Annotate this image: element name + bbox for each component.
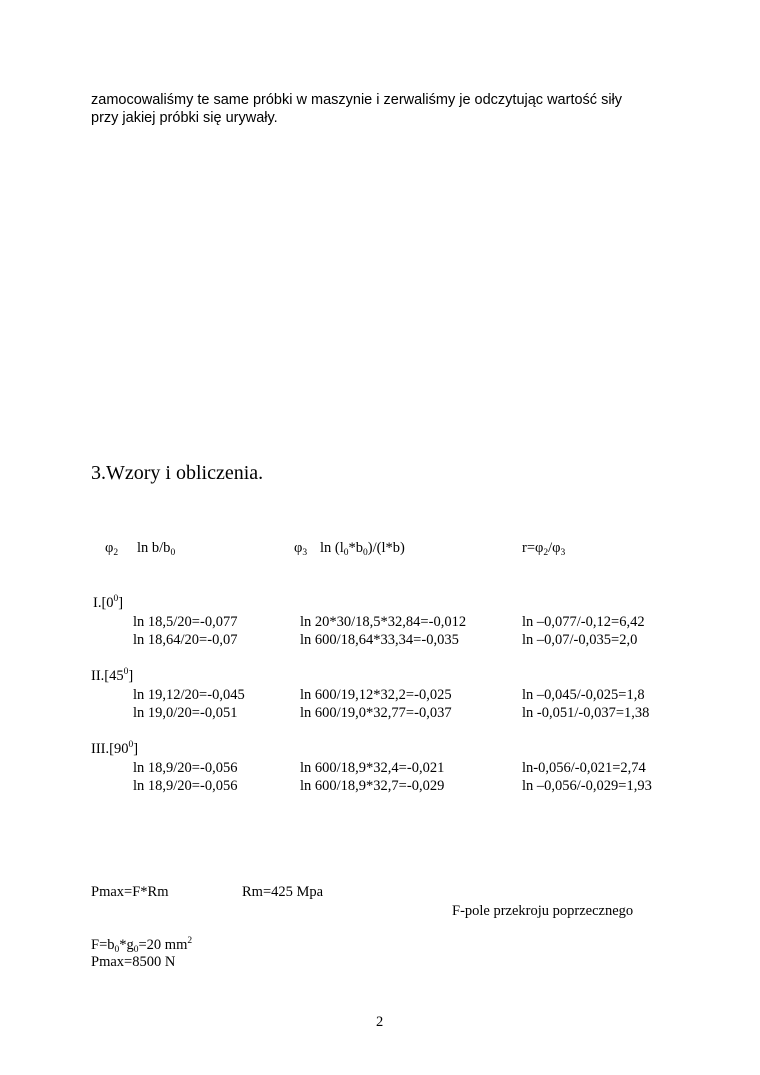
table-cell: ln 18,9/20=-0,056 [133,760,238,776]
table-cell: ln 19,0/20=-0,051 [133,705,238,721]
intro-line-2: przy jakiej próbki się urywały. [91,110,278,126]
table-cell: ln 600/18,64*33,34=-0,035 [300,632,459,648]
table-cell: ln 18,5/20=-0,077 [133,614,238,630]
table-cell: ln –0,056/-0,029=1,93 [522,778,652,794]
header-col1: $\ln b/b_0$ [137,540,176,558]
table-cell: ln –0,07/-0,035=2,0 [522,632,638,648]
intro-line-1: zamocowaliśmy te same próbki w maszynie i zerwaliśmy je odczytując wartość siły [91,92,623,108]
header-col2: $\ln (l_0*b_0)/(l*b)$ [320,540,405,558]
pmax-formula: Pmax=F*Rm [91,884,169,900]
table-cell: ln –0,077/-0,12=6,42 [522,614,645,630]
f-formula: $F=b_0*g_0=20$ $mm^2$ [91,936,193,955]
table-cell: ln 600/18,9*32,7=-0,029 [300,778,445,794]
rm-value: Rm=425 Mpa [242,884,324,900]
group-label-0deg: $I.[0^0]$ [93,594,124,611]
table-cell: ln 600/18,9*32,4=-0,021 [300,760,445,776]
header-phi3: $\varphi_3$ [294,540,308,558]
header-col3: $r=\varphi_2/\varphi_3$ [522,540,566,558]
table-cell: ln 19,12/20=-0,045 [133,687,245,703]
table-cell: ln 18,64/20=-0,07 [133,632,238,648]
table-cell: ln 18,9/20=-0,056 [133,778,238,794]
group-label-90deg: $III.[90^0]$ [91,740,139,757]
page-number: 2 [376,1014,384,1030]
pmax-value: Pmax=8500 N [91,954,176,970]
f-note: F-pole przekroju poprzecznego [452,903,634,919]
table-cell: ln 600/19,0*32,77=-0,037 [300,705,452,721]
header-phi2: $\varphi_2$ [105,540,119,558]
section-title: 3.Wzory i obliczenia. [91,462,264,484]
table-cell: ln-0,056/-0,021=2,74 [522,760,646,776]
table-cell: ln -0,051/-0,037=1,38 [522,705,650,721]
table-cell: ln –0,045/-0,025=1,8 [522,687,645,703]
group-label-45deg: $II.[45^0]$ [91,667,134,684]
table-cell: ln 20*30/18,5*32,84=-0,012 [300,614,467,630]
table-cell: ln 600/19,12*32,2=-0,025 [300,687,452,703]
